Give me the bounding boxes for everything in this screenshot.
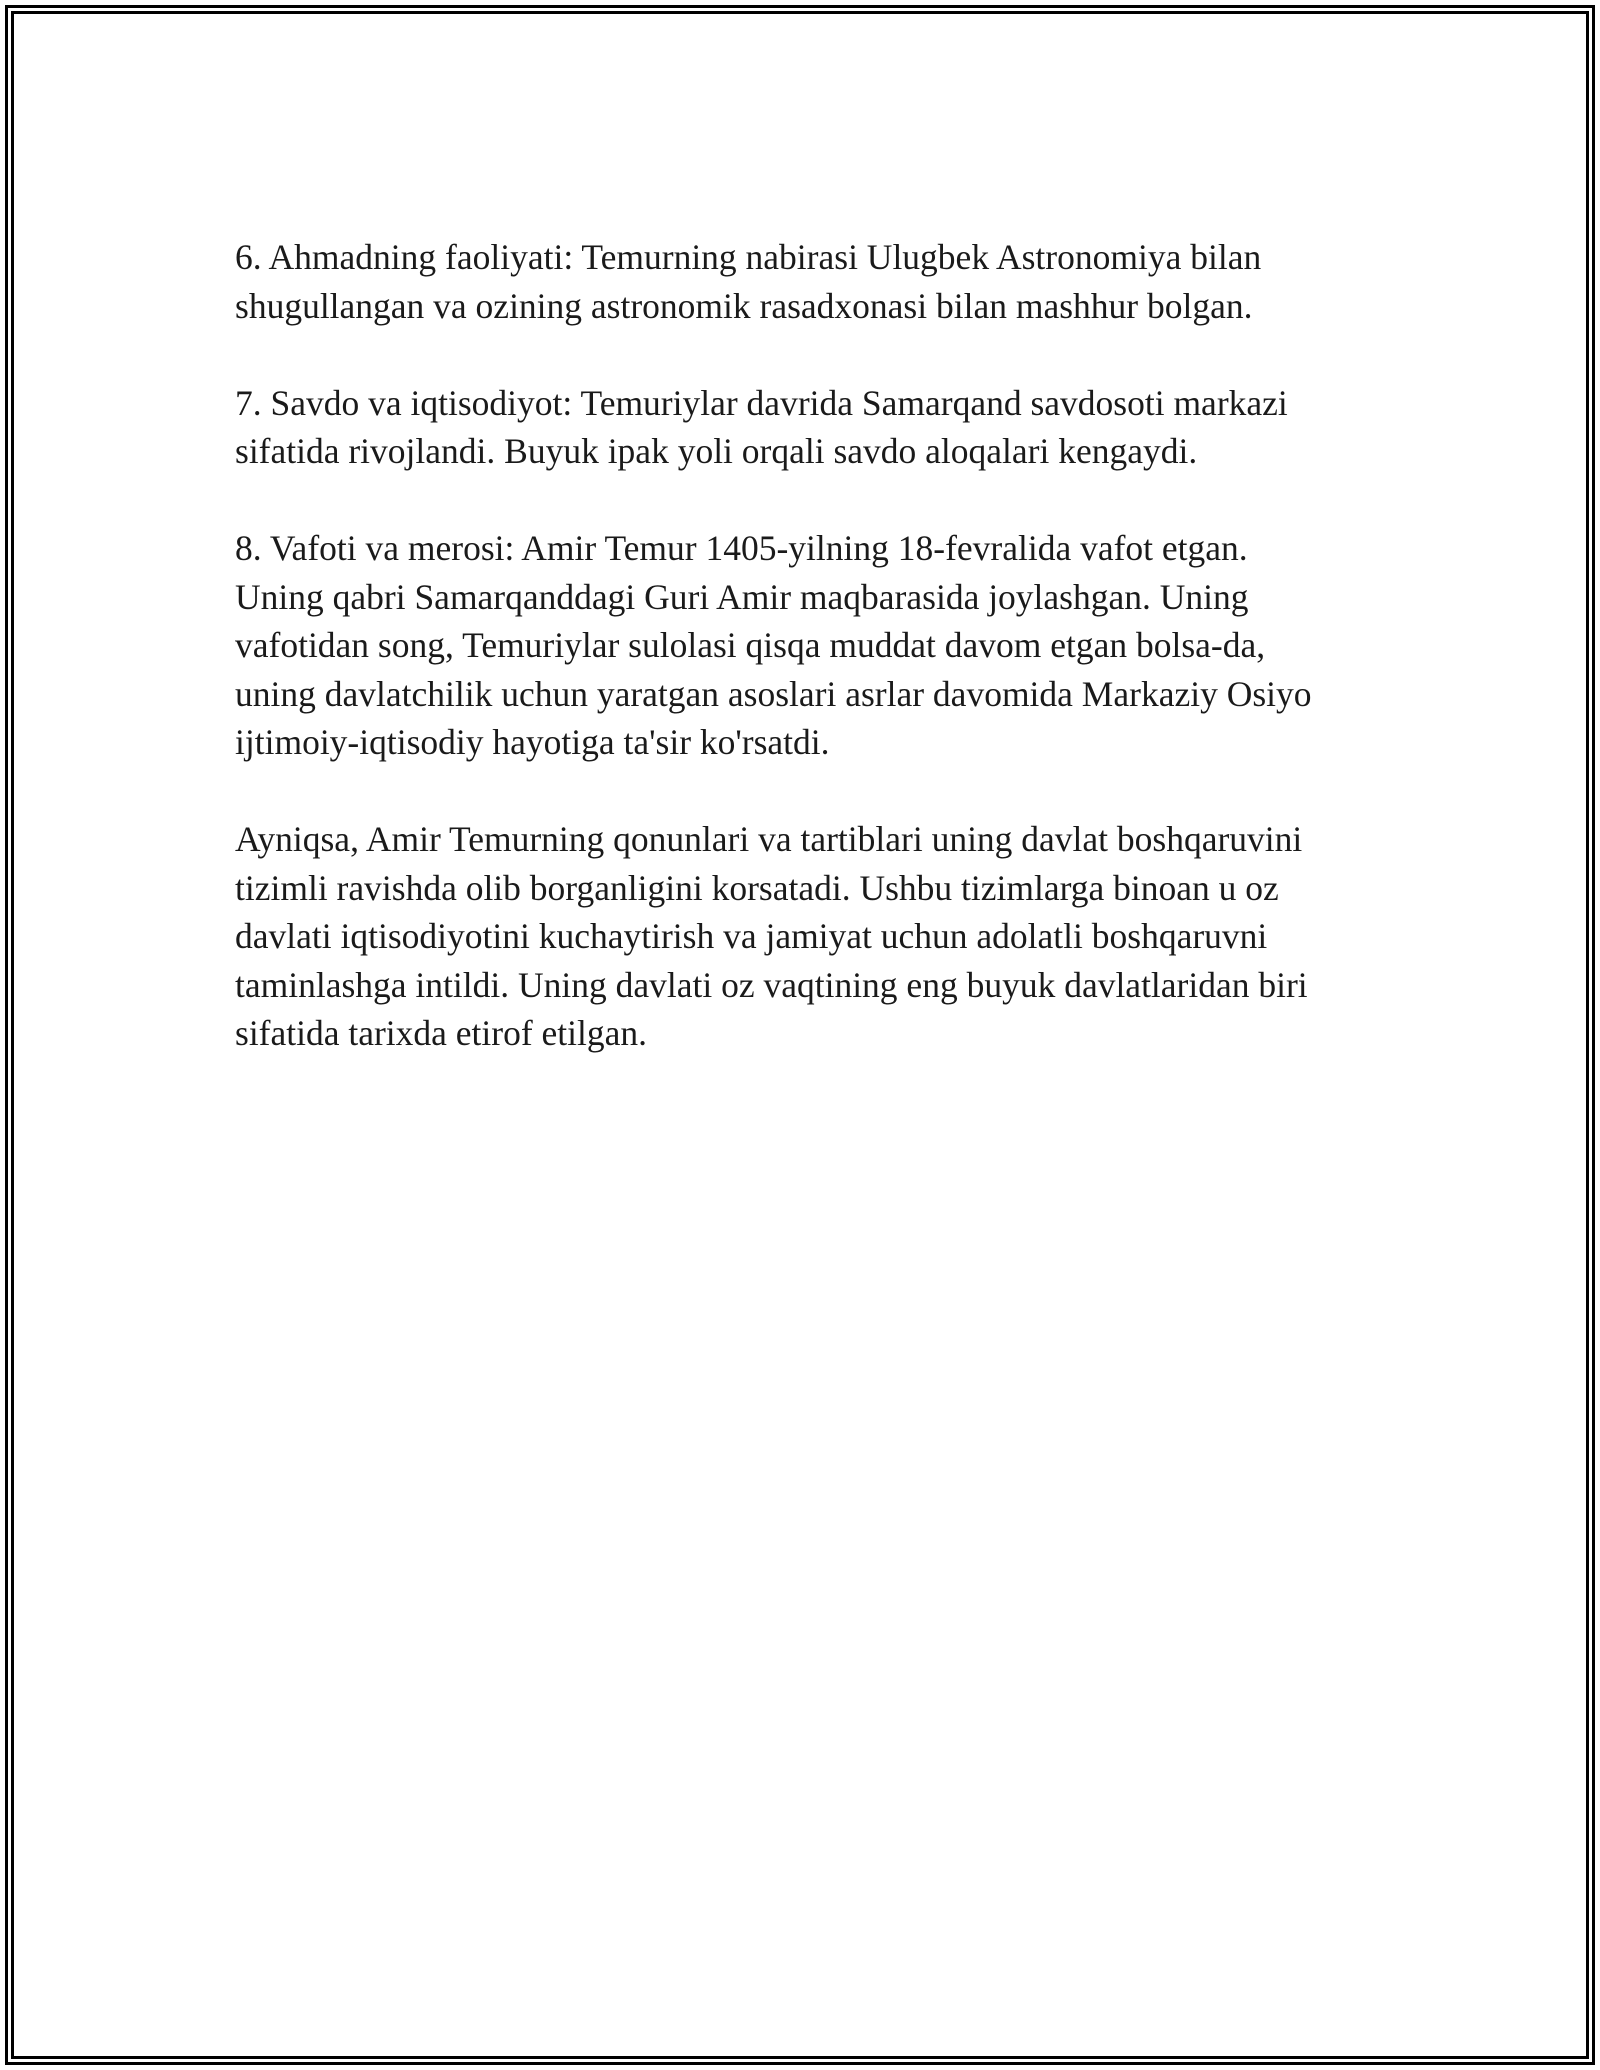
- paragraph-ahmad-activity: 6. Ahmadning faoliyati: Temurning nabirasi Ulugbek Astronomiya bilan shugullangan va ozining astronomik rasadxonasi bilan mashhur bolgan.: [235, 237, 1262, 326]
- document-body: [235, 233, 1375, 1106]
- paragraph-trade-economy: 7. Savdo va iqtisodiyot: Temuriylar davrida Samarqand savdosoti markazi sifatida rivojlandi. Buyuk ipak yoli orqali savdo aloqalari kengaydi.: [235, 382, 1288, 471]
- paragraph-laws-governance: Ayniqsa, Amir Temurning qonunlari va tartiblari uning davlat boshqaruvini tizimli ravishda olib borganligini korsatadi. Ushbu tizimlarga binoan u oz davlati iqtisodiyotini kuchaytirish va jamiyat uchun adolatli boshqaruvni taminlashga intildi. Uning davlati oz vaqtining eng buyuk davlatlaridan biri sifatida tarixda etirof etilgan.: [235, 819, 1308, 1053]
- paragraph-death-legacy: 8. Vafoti va merosi: Amir Temur 1405-yilning 18-fevralida vafot etgan. Uning qabri Samarqanddagi Guri Amir maqbarasida joylashgan. Uning vafotidan song, Temuriylar sulolasi qisqa muddat davom etgan bolsa-da, uning davlatchilik uchun yaratgan asoslari asrlar davomida Markaziy Osiyo ijtimoiy-iqtisodiy hayotiga ta'sir ko'rsatdi.: [235, 528, 1312, 762]
